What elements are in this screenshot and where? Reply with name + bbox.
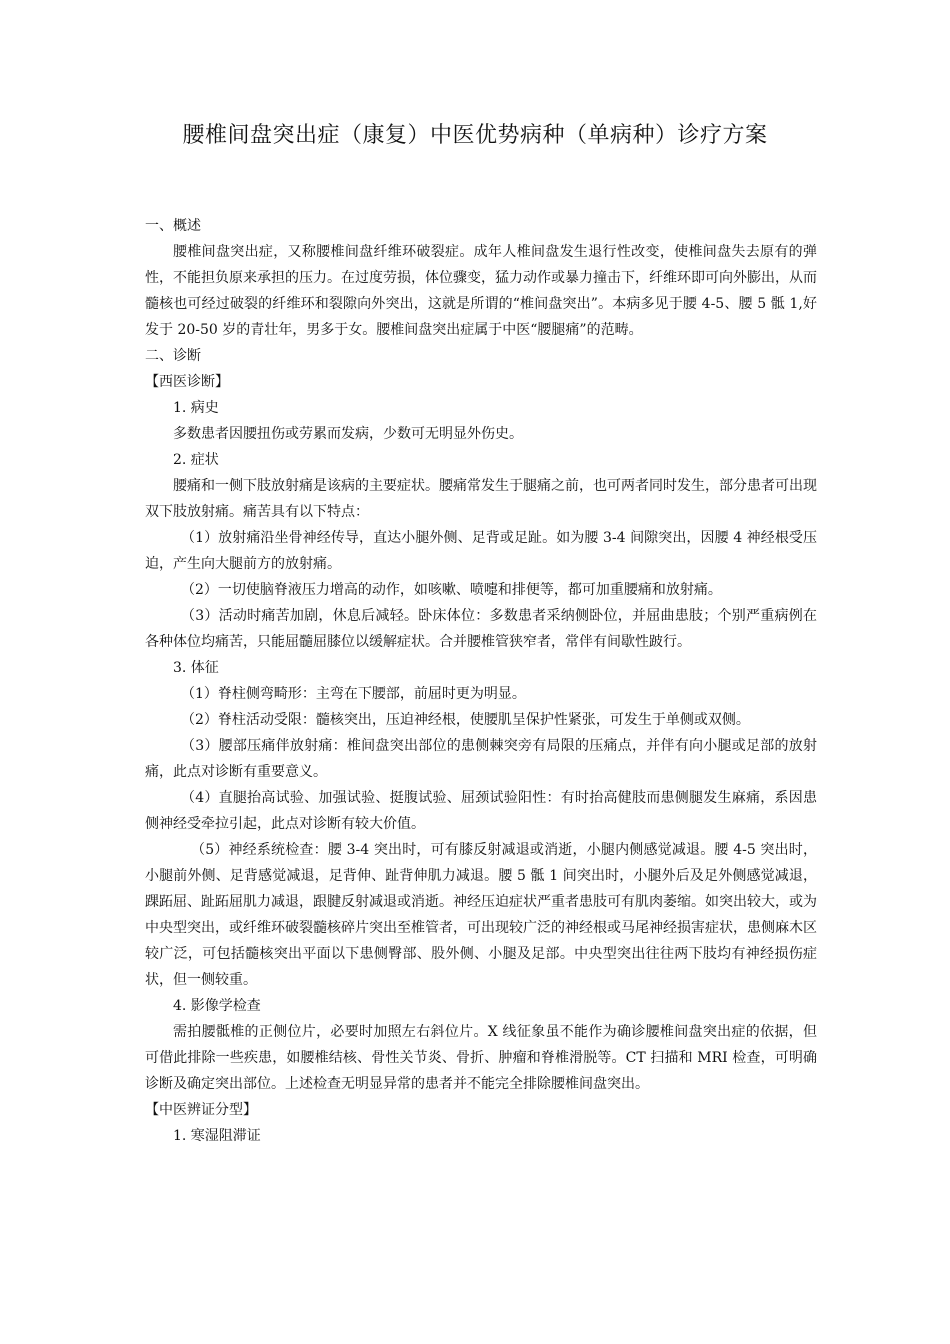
paragraph: 腰痛和一侧下肢放射痛是该病的主要症状。腰痛常发生于腿痛之前，也可两者同时发生，部分患者可出现双下肢放射痛。痛苦具有以下特点： [145, 478, 817, 520]
paragraph: （1）放射痛沿坐骨神经传导，直达小腿外侧、足背或足趾。如为腰 3-4 间隙突出，因腰 4 神经根受压迫，产生向大腿前方的放射痛。 [145, 530, 817, 572]
paragraph: 3. 体征 [173, 660, 219, 676]
document-body [145, 213, 817, 1149]
paragraph: （2）一切使脑脊液压力增高的动作，如咳嗽、喷嚏和排便等，都可加重腰痛和放射痛。 [181, 582, 722, 598]
paragraph: （4）直腿抬高试验、加强试验、挺腹试验、屈颈试验阳性：有时抬高健肢而患侧腿发生麻痛，系因患侧神经受牵拉引起，此点对诊断有较大价值。 [145, 790, 817, 832]
paragraph: （2）脊柱活动受限：髓核突出，压迫神经根，使腰肌呈保护性紧张，可发生于单侧或双侧。 [181, 712, 750, 728]
document-title: 腰椎间盘突出症（康复）中医优势病种（单病种）诊疗方案 [182, 123, 768, 148]
paragraph: 需拍腰骶椎的正侧位片，必要时加照左右斜位片。X 线征象虽不能作为确诊腰椎间盘突出症的依据，但可借此排除一些疾患，如腰椎结核、骨性关节炎、骨折、肿瘤和脊椎滑脱等。CT 扫描和 MRI 检查，可明确诊断及确定突出部位。上述检查无明显异常的患者并不能完全排除腰椎间盘突出。 [145, 1024, 817, 1092]
paragraph: 腰椎间盘突出症，又称腰椎间盘纤维环破裂症。成年人椎间盘发生退行性改变，使椎间盘失去原有的弹性，不能担负原来承担的压力。在过度劳损，体位骤变，猛力动作或暴力撞击下，纤维环即可向外膨出，从而髓核也可经过破裂的纤维环和裂隙向外突出，这就是所谓的“椎间盘突出”。本病多见于腰 4-5、腰 5 骶 1,好发于 20-50 岁的青壮年，男多于女。腰椎间盘突出症属于中医“腰腿痛”的范畴。 [145, 244, 817, 338]
paragraph: 1. 寒湿阻滞证 [173, 1128, 261, 1144]
paragraph: 1. 病史 [173, 400, 219, 416]
paragraph: 【中医辨证分型】 [145, 1102, 257, 1118]
paragraph: 二、诊断 [145, 348, 201, 364]
paragraph: （1）脊柱侧弯畸形：主弯在下腰部，前屈时更为明显。 [181, 686, 526, 702]
paragraph: （3）活动时痛苦加剧，休息后减轻。卧床体位：多数患者采纳侧卧位，并屈曲患肢；个别严重病例在各种体位均痛苦，只能屈髓屈膝位以缓解症状。合并腰椎管狭窄者，常伴有间歇性跛行。 [145, 608, 817, 650]
paragraph: 2. 症状 [173, 452, 219, 468]
paragraph: （5）神经系统检查：腰 3-4 突出时，可有膝反射减退或消逝，小腿内侧感觉减退。腰 4-5 突出时，小腿前外侧、足背感觉减退，足背伸、趾背伸肌力减退。腰 5 骶 1 间突出时，小腿外后及足外侧感觉减退，踝跖屈、趾跖屈肌力减退，跟腱反射减退或消逝。神经压迫症状严重者患肢可有肌肉萎缩。如突出较大，或为中央型突出，或纤维环破裂髓核碎片突出至椎管者，可出现较广泛的神经根或马尾神经损害症状，患侧麻木区较广泛，可包括髓核突出平面以下患侧臀部、股外侧、小腿及足部。中央型突出往往两下肢均有神经损伤症状，但一侧较重。 [145, 842, 817, 988]
paragraph: （3）腰部压痛伴放射痛：椎间盘突出部位的患侧棘突旁有局限的压痛点，并伴有向小腿或足部的放射痛，此点对诊断有重要意义。 [145, 738, 817, 780]
paragraph: 一、概述 [145, 218, 201, 234]
paragraph: 4. 影像学检查 [173, 998, 261, 1014]
paragraph: 多数患者因腰扭伤或劳累而发病，少数可无明显外伤史。 [173, 426, 523, 442]
paragraph: 【西医诊断】 [145, 374, 229, 390]
